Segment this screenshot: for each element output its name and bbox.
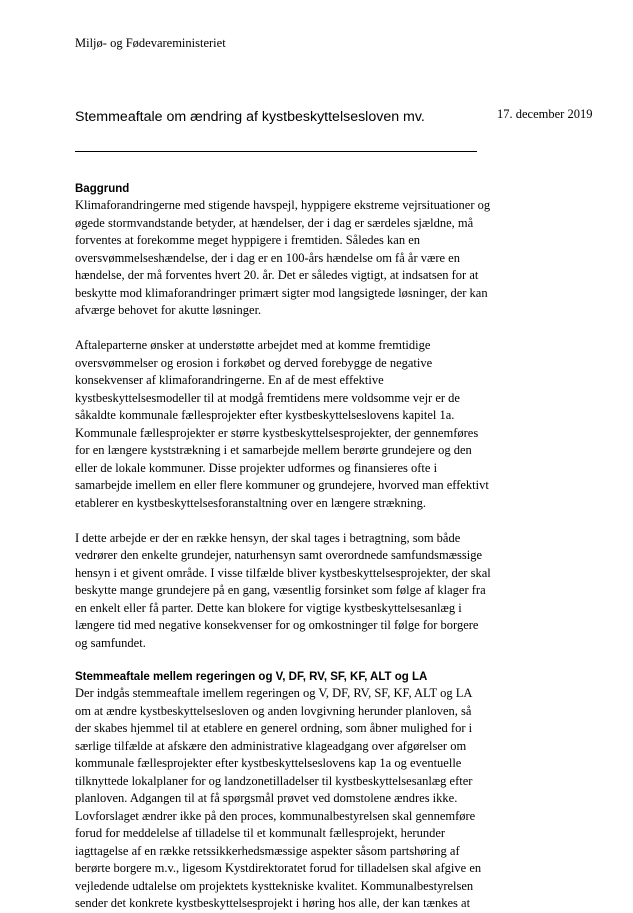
text-line: konsekvenser af klimaforandringerne. En af de mest effektive	[75, 373, 384, 387]
text-line: øgede stormvandstande betyder, at hændelser, der i dag er særdeles sjældne, må	[75, 215, 474, 230]
text-line: en enkelt eller få parter. Dette kan blokere for vigtige kystbeskyttelsesanlæg i	[75, 600, 462, 615]
section-heading: Stemmeaftale mellem regeringen og V, DF, RV, SF, KF, ALT og LA	[75, 671, 428, 683]
text-line: berørte borgere m.v., ligesom Kystdirektoratet forud for tilladelsen skal afgive en	[75, 861, 482, 875]
text-line: sender det konkrete kystbeskyttelsesprojekt i høring hos alle, der kan tænkes at	[75, 896, 471, 910]
paragraph	[75, 197, 495, 320]
text-line: vedrører den enkelte grundejer, naturhensyn samt overordnede samfundsmæssige	[75, 548, 483, 562]
text-line: tilknyttede lokalplaner for og landzonetilladelser til kystbeskyttelsesanlæg efter	[75, 773, 473, 788]
document-body	[75, 182, 495, 913]
document-section	[75, 670, 495, 913]
paragraph	[75, 337, 495, 512]
paragraph-gap	[75, 512, 495, 530]
text-line: om at ændre kystbeskyttelsesloven og anden lovgivning herunder planloven, så	[75, 703, 472, 718]
section-gap	[75, 652, 495, 670]
text-line: vejledende udtalelse om projektets kysttekniske kvalitet. Kommunalbestyrelsen	[75, 878, 474, 893]
text-line: Klimaforandringerne med stigende havspejl, hyppigere ekstreme vejrsituationer og	[75, 198, 491, 212]
text-line: iagttagelse af en række retssikkerhedsmæssige aspekter såsom partshøring af	[75, 843, 460, 858]
text-line: kommunale fællesprojekter efter kystbeskyttelseslovens kap 1a og eventuelle	[75, 756, 462, 770]
text-line: for en længere kyststrækning i et samarbejde mellem berørte grundejere og den	[75, 443, 472, 457]
text-line: etablerer en kystbeskyttelsesforanstaltning over en længere strækning.	[75, 495, 426, 510]
text-line: samarbejde imellem en eller flere kommuner og grundejere, hvorved man effektivt	[75, 478, 489, 492]
text-line: Lovforslaget ændrer ikke på den proces, kommunalbestyrelsen skal gennemføre	[75, 808, 476, 823]
text-line: beskytte mange grundejere på en gang, væsentlig forsinket som følge af klager fra	[75, 583, 486, 597]
paragraph-gap	[75, 320, 495, 338]
text-line: oversvømmelser og erosion i forkøbet og derved forebygge de negative	[75, 355, 433, 370]
text-line: Aftaleparterne ønsker at understøtte arbejdet med at komme fremtidige	[75, 338, 431, 352]
text-line: forventes at forekomme meget hyppigere i fremtiden. Således kan en	[75, 233, 421, 247]
text-line: I dette arbejde er der en række hensyn, der skal tages i betragtning, som både	[75, 530, 461, 545]
text-line: og samfundet.	[75, 635, 146, 650]
text-line: hændelse, der må forventes hvert 20. år. Det er således vigtigt, at indsatsen for at	[75, 268, 479, 282]
text-line: forud for meddelelse af tilladelse til et kommunalt fællesprojekt, herunder	[75, 826, 446, 840]
title-underline	[75, 151, 477, 152]
text-line: længere tid med negative konsekvenser for og omkostninger til følge for borgere	[75, 618, 479, 632]
section-heading: Baggrund	[75, 183, 130, 195]
document-title: Stemmeaftale om ændring af kystbeskyttelsesloven mv.	[75, 109, 425, 125]
text-line: oversvømmelseshændelse, der i dag er en 100-års hændelse om få år være en	[75, 250, 460, 265]
document-section	[75, 182, 495, 652]
paragraph	[75, 530, 495, 653]
text-line: eller de lokale kommuner. Disse projekter udformes og finansieres ofte i	[75, 460, 438, 475]
ministry-name: Miljø- og Fødevareministeriet	[75, 36, 226, 50]
text-line: hensyn i et givent område. I visse tilfælde bliver kystbeskyttelsesprojekter, der skal	[75, 565, 491, 580]
paragraph	[75, 685, 495, 913]
document-date: 17. december 2019	[497, 107, 593, 121]
text-line: der skabes hjemmel til at etablere en generel ordning, som åbner mulighed for i	[75, 721, 473, 735]
text-line: såkaldte kommunale fællesprojekter efter kystbeskyttelseslovens kapitel 1a.	[75, 408, 455, 422]
text-line: Kommunale fællesprojekter er større kystbeskyttelsesprojekter, der gennemføres	[75, 425, 479, 440]
text-line: kystbeskyttelsesmodeller til at modgå fremtidens mere voldsomme vejr er de	[75, 390, 460, 405]
text-line: særlige tilfælde at afskære den administrative klageadgang over afgørelser om	[75, 738, 467, 753]
text-line: planloven. Adgangen til at få spørgsmål prøvet ved domstolene ændres ikke.	[75, 791, 458, 805]
text-line: beskytte mod klimaforandringer primært sigter mod langsigtede løsninger, der kan	[75, 285, 488, 300]
text-line: afværge behovet for akutte løsninger.	[75, 303, 262, 317]
text-line: Der indgås stemmeaftale imellem regeringen og V, DF, RV, SF, KF, ALT og LA	[75, 686, 473, 700]
